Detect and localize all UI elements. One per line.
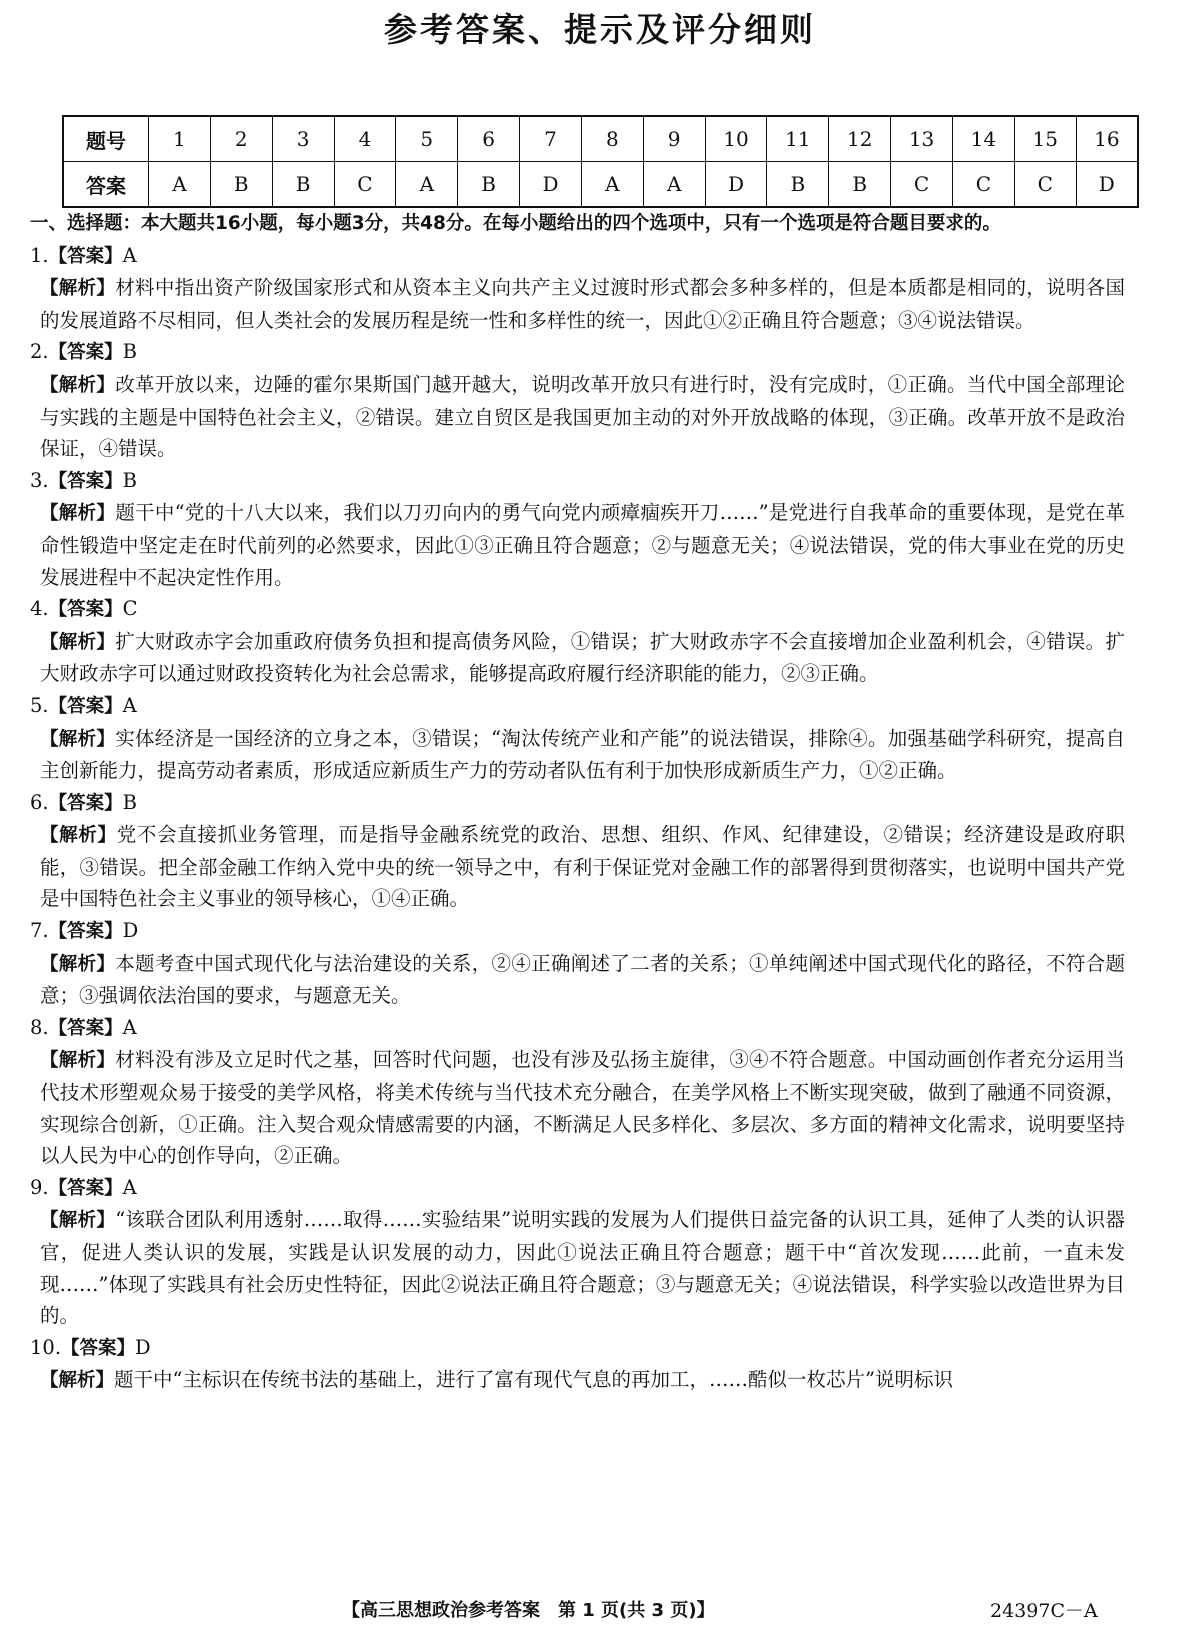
answer-cell: C: [952, 162, 1014, 208]
question-block: [30, 690, 1125, 787]
answer-explanations: [30, 208, 1125, 1397]
answer-line: [30, 336, 1125, 369]
analysis-paragraph: [40, 497, 1125, 593]
question-block: [30, 1332, 1125, 1397]
answer-value: A: [122, 1015, 137, 1039]
answer-value: A: [122, 693, 137, 717]
question-number: 6.: [30, 790, 49, 814]
row-label-question-number: 题号: [63, 116, 149, 162]
answer-cell: C: [891, 162, 953, 208]
answer-label: 【答案】: [48, 792, 123, 814]
analysis-label: 【解析】: [40, 1050, 116, 1072]
analysis-paragraph: [40, 626, 1125, 690]
question-number: 5.: [30, 693, 49, 717]
answer-value: D: [122, 919, 139, 943]
answer-label: 【答案】: [61, 1337, 136, 1359]
answer-line: [30, 240, 1125, 273]
answer-line: [30, 593, 1125, 626]
analysis-label: 【解析】: [40, 825, 117, 847]
answer-value: A: [122, 1175, 137, 1199]
answer-value: A: [122, 243, 137, 267]
analysis-label: 【解析】: [40, 1210, 116, 1232]
question-block: [30, 787, 1125, 915]
question-number-cell: 14: [952, 116, 1014, 162]
question-block: [30, 593, 1125, 690]
answer-cell: B: [210, 162, 272, 208]
answer-label: 【答案】: [48, 342, 123, 364]
analysis-paragraph: [40, 1204, 1125, 1331]
answer-line: [30, 690, 1125, 723]
answer-label: 【答案】: [48, 599, 123, 621]
answer-cell: A: [643, 162, 705, 208]
question-number-cell: 6: [458, 116, 520, 162]
question-block: [30, 1012, 1125, 1172]
question-number-cell: 7: [520, 116, 582, 162]
question-number: 3.: [30, 468, 49, 492]
answer-value: C: [122, 597, 138, 621]
analysis-label: 【解析】: [40, 278, 116, 300]
analysis-text: 题干中“党的十八大以来，我们以刀刃向内的勇气向党内顽瘴痼疾开刀……”是党进行自我革命的重要体现，是党在革命性锻造中坚定走在时代前列的必然要求，因此①③正确且符合题意；②与题意无关；④说法错误，党的伟大事业在党的历史发展进程中不起决定性作用。: [40, 501, 1125, 589]
question-block: [30, 240, 1125, 337]
page-title: 参考答案、提示及评分细则: [384, 10, 816, 49]
answer-label: 【答案】: [48, 921, 123, 943]
answer-cell: A: [149, 162, 211, 208]
analysis-label: 【解析】: [40, 728, 116, 750]
answer-cell: C: [1014, 162, 1076, 208]
question-number-row: [63, 116, 1138, 162]
answer-line: [30, 1012, 1125, 1045]
question-number-cell: 16: [1076, 116, 1138, 162]
analysis-label: 【解析】: [40, 631, 116, 653]
question-block: [30, 465, 1125, 593]
answer-cell: A: [396, 162, 458, 208]
analysis-text: 题干中“主标识在传统书法的基础上，进行了富有现代气息的再加工，……酷似一枚芯片”说明标识: [114, 1368, 953, 1392]
answer-line: [30, 465, 1125, 498]
answer-value: B: [122, 340, 137, 364]
answer-cell: B: [767, 162, 829, 208]
question-number-cell: 2: [210, 116, 272, 162]
answer-cell: B: [272, 162, 334, 208]
answer-cell: B: [458, 162, 520, 208]
answer-cell: C: [334, 162, 396, 208]
analysis-label: 【解析】: [40, 503, 116, 525]
question-number: 2.: [30, 340, 49, 364]
analysis-paragraph: [40, 723, 1125, 787]
question-number-cell: 9: [643, 116, 705, 162]
answer-label: 【答案】: [48, 1017, 123, 1039]
question-number-cell: 1: [149, 116, 211, 162]
question-block: [30, 1172, 1125, 1332]
answer-value: B: [122, 468, 137, 492]
answer-line: [30, 1332, 1125, 1365]
analysis-paragraph: [40, 272, 1125, 336]
answer-cell: D: [1076, 162, 1138, 208]
analysis-paragraph: [40, 948, 1125, 1012]
analysis-label: 【解析】: [40, 374, 116, 396]
question-number-cell: 10: [705, 116, 767, 162]
answer-cell: B: [829, 162, 891, 208]
question-number: 4.: [30, 597, 49, 621]
analysis-label: 【解析】: [40, 1370, 115, 1392]
answer-value: B: [122, 790, 137, 814]
analysis-text: 本题考查中国式现代化与法治建设的关系，②④正确阐述了二者的关系；①单纯阐述中国式现代化的路径，不符合题意；③强调依法治国的要求，与题意无关。: [40, 951, 1125, 1008]
question-number: 7.: [30, 919, 49, 943]
answer-label: 【答案】: [48, 470, 123, 492]
question-number-cell: 12: [829, 116, 891, 162]
answer-label: 【答案】: [48, 245, 123, 267]
question-number: 8.: [30, 1015, 49, 1039]
question-number-cell: 4: [334, 116, 396, 162]
analysis-text: 扩大财政赤字会加重政府债务负担和提高债务风险，①错误；扩大财政赤字不会直接增加企业盈利机会，④错误。扩大财政赤字可以通过财政投资转化为社会总需求，能够提高政府履行经济职能的能力，②③正确。: [40, 629, 1125, 686]
question-number-cell: 5: [396, 116, 458, 162]
answer-row: [63, 162, 1138, 208]
question-block: [30, 336, 1125, 464]
analysis-paragraph: [40, 819, 1125, 915]
question-number: 9.: [30, 1175, 49, 1199]
analysis-label: 【解析】: [40, 953, 116, 975]
question-number-cell: 3: [272, 116, 334, 162]
footer-page-info: 【高三思想政治参考答案 第 1 页(共 3 页)】: [342, 1600, 715, 1621]
question-number-cell: 8: [581, 116, 643, 162]
question-number-cell: 15: [1014, 116, 1076, 162]
row-label-answer: 答案: [63, 162, 149, 208]
question-number: 10.: [30, 1335, 62, 1359]
analysis-text: “该联合团队利用透射……取得……实验结果”说明实践的发展为人们提供日益完备的认识工具，延伸了人类的认识器官，促进人类认识的发展，实践是认识发展的动力，因此①说法正确且符合题意；题干中“首次发现……此前，一直未发现……”体现了实践具有社会历史性特征，因此②说法正确且符合题意；③与题意无关；④说法错误，科学实验以改造世界为目的。: [40, 1208, 1125, 1328]
analysis-text: 实体经济是一国经济的立身之本，③错误；“淘汰传统产业和产能”的说法错误，排除④。加强基础学科研究，提高自主创新能力，提高劳动者素质，形成适应新质生产力的劳动者队伍有利于加快形成新质生产力，①②正确。: [40, 726, 1125, 783]
answer-line: [30, 915, 1125, 948]
analysis-paragraph: [40, 1364, 1125, 1397]
answer-value: D: [135, 1335, 151, 1359]
analysis-text: 改革开放以来，边陲的霍尔果斯国门越开越大，说明改革开放只有进行时，没有完成时，①正确。当代中国全部理论与实践的主题是中国特色社会主义，②错误。建立自贸区是我国更加主动的对外开放战略的体现，③正确。改革开放不是政治保证，④错误。: [40, 372, 1125, 461]
answer-label: 【答案】: [48, 1177, 123, 1199]
answer-table: [62, 115, 1139, 208]
answer-cell: D: [705, 162, 767, 208]
analysis-paragraph: [40, 1044, 1125, 1171]
question-number-cell: 11: [767, 116, 829, 162]
question-block: [30, 915, 1125, 1012]
section-heading: 一、选择题：本大题共16小题，每小题3分，共48分。在每小题给出的四个选项中，只有一个选项是符合题目要求的。: [30, 213, 1001, 234]
answer-line: [30, 787, 1125, 820]
analysis-text: 党不会直接抓业务管理，而是指导金融系统党的政治、思想、组织、作风、纪律建设，②错误；经济建设是政府职能，③错误。把全部金融工作纳入党中央的统一领导之中，有利于保证党对金融工作的部署得到贯彻落实，也说明中国共产党是中国特色社会主义事业的领导核心，①④正确。: [40, 823, 1125, 911]
answer-label: 【答案】: [48, 695, 123, 717]
footer-document-code: 24397C－A: [990, 1600, 1098, 1622]
question-number: 1.: [30, 243, 49, 267]
analysis-text: 材料中指出资产阶级国家形式和从资本主义向共产主义过渡时形式都会多种多样的，但是本质都是相同的，说明各国的发展道路不尽相同，但人类社会的发展历程是统一性和多样性的统一，因此①②正确且符合题意；③④说法错误。: [40, 276, 1125, 332]
answer-line: [30, 1172, 1125, 1205]
analysis-paragraph: [40, 369, 1125, 465]
answer-cell: D: [520, 162, 582, 208]
analysis-text: 材料没有涉及立足时代之基，回答时代问题，也没有涉及弘扬主旋律，③④不符合题意。中国动画创作者充分运用当代技术形塑观众易于接受的美学风格，将美术传统与当代技术充分融合，在美学风格上不断实现突破，做到了融通不同资源，实现综合创新，①正确。注入契合观众情感需要的内涵，不断满足人民多样化、多层次、多方面的精神文化需求，说明要坚持以人民为中心的创作导向，②正确。: [40, 1048, 1125, 1168]
question-number-cell: 13: [891, 116, 953, 162]
answer-cell: A: [581, 162, 643, 208]
